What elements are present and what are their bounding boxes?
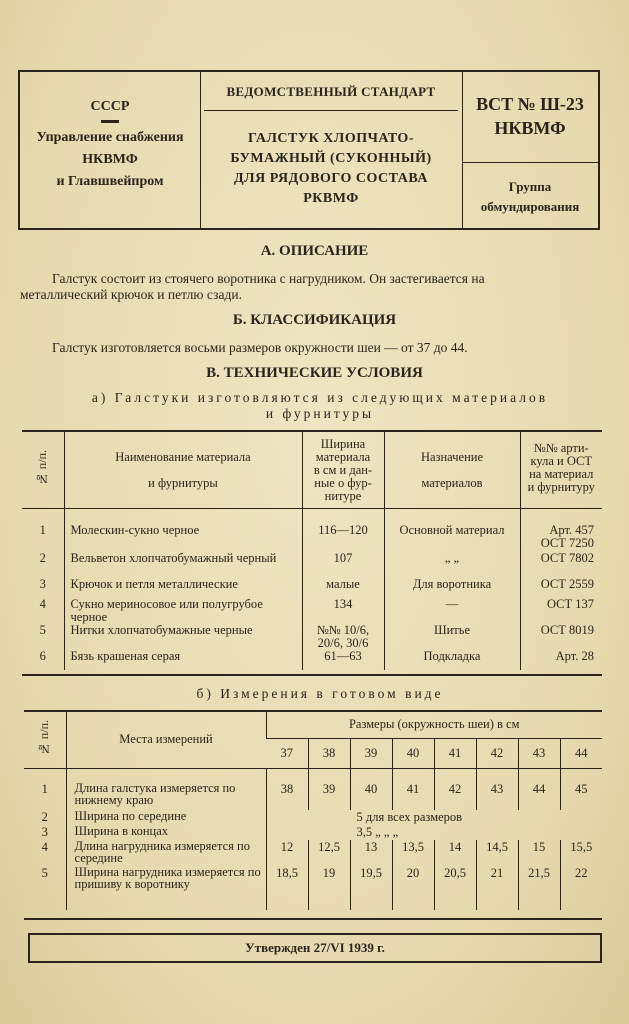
cell-size-span: 5 для всех размеров — [266, 810, 602, 825]
col-header-size: 43 — [518, 738, 560, 768]
col-header-width — [302, 432, 384, 508]
subsection-a-line-1: а) Галстуки изготовляются из следующих материалов — [91, 390, 549, 405]
cell-size-value: 12,5 — [308, 840, 350, 866]
cell-size-value: 15 — [518, 840, 560, 866]
group-line: обмундирования — [480, 199, 580, 214]
section-a-text-1: Галстук состоит из стоячего воротника с нагрудником. Он застегивается на — [52, 271, 485, 286]
measurements-table — [24, 712, 602, 910]
table-row — [24, 866, 602, 910]
cell-material: Сукно мериносовое или полугрубое черное — [64, 598, 302, 624]
divider-dash — [101, 120, 119, 123]
standard-code-block — [462, 72, 598, 228]
table-row — [24, 840, 602, 866]
header-text: кула и ОСТ — [530, 454, 592, 468]
cell-size-value: 20,5 — [434, 866, 476, 910]
cell-size-value: 14,5 — [476, 840, 518, 866]
col-header-size: 38 — [308, 738, 350, 768]
cell-num: 2 — [41, 810, 48, 824]
product-title-line: БУМАЖНЫЙ (СУКОННЫЙ) — [230, 151, 432, 166]
header-text: и фурнитуру — [527, 480, 595, 494]
header-text: ные о фур- — [314, 476, 372, 490]
cell-place: Ширина по середине — [66, 810, 266, 825]
cell-material: Нитки хлопчатобумажные черные — [64, 624, 302, 650]
product-title-line: ГАЛСТУК ХЛОПЧАТО- — [248, 131, 414, 146]
product-title — [200, 129, 462, 209]
cell-size-value: 19,5 — [350, 866, 392, 910]
table-row — [22, 598, 602, 624]
subsection-a-line-2: и фурнитуры — [265, 406, 375, 421]
section-b-text: Галстук изготовляется восьми размеров окружности шеи — от 37 до 44. — [52, 340, 468, 355]
cell-purpose: — — [384, 598, 520, 624]
col-header-size: 42 — [476, 738, 518, 768]
standard-title-block — [200, 72, 463, 228]
cell-material: Молескин-сукно черное — [64, 524, 302, 552]
cell-size-value: 20 — [392, 866, 434, 910]
col-header-sizes: Размеры (окружность шеи) в см — [266, 712, 602, 738]
cell-place: Длина галстука измеряется по нижнему краю — [66, 782, 266, 810]
cell-size-value: 42 — [434, 782, 476, 810]
table-header-row — [24, 712, 602, 738]
cell-size-value: 19 — [308, 866, 350, 910]
table-row — [24, 810, 602, 825]
issuer-line-3: НКВМФ — [82, 152, 138, 167]
cell-size-value: 43 — [476, 782, 518, 810]
standard-header — [18, 70, 600, 230]
col-header-article — [520, 432, 602, 508]
cell-size-value: 12 — [266, 840, 308, 866]
code-line: НКВМФ — [494, 118, 566, 138]
cell-size-value: 38 — [266, 782, 308, 810]
product-title-line: ДЛЯ РЯДОВОГО СОСТАВА — [234, 171, 428, 186]
table-row — [22, 524, 602, 552]
cell-purpose: „ „ — [384, 552, 520, 578]
group-line: Группа — [508, 179, 552, 194]
cell-size-value: 21,5 — [518, 866, 560, 910]
group-label — [462, 177, 598, 217]
col-header-name — [64, 432, 302, 508]
cell-num: 1 — [41, 782, 48, 796]
header-text: Наименование материала — [115, 449, 251, 464]
cell-width: 116—120 — [302, 524, 384, 552]
cell-purpose: Основной материал — [384, 524, 520, 552]
section-c-title: В. ТЕХНИЧЕСКИЕ УСЛОВИЯ — [206, 365, 423, 381]
cell-size-value: 41 — [392, 782, 434, 810]
cell-num: 4 — [41, 840, 48, 854]
cell-width: 107 — [302, 552, 384, 578]
col-header-purpose — [384, 432, 520, 508]
cell-purpose: Шитье — [384, 624, 520, 650]
col-header-num: № п/п. — [35, 449, 50, 486]
issuer-line-4: и Главшвейпром — [56, 174, 164, 189]
cell-size-value: 21 — [476, 866, 518, 910]
cell-size-value: 13 — [350, 840, 392, 866]
approval-footer: Утвержден 27/VI 1939 г. — [28, 933, 602, 963]
cell-width: малые — [302, 578, 384, 598]
header-text: на материал — [529, 467, 594, 481]
col-header-size: 40 — [392, 738, 434, 768]
cell-num: 1 — [39, 523, 46, 537]
header-text: №№ арти- — [533, 441, 589, 455]
cell-num: 4 — [39, 597, 46, 611]
cell-size-value: 18,5 — [266, 866, 308, 910]
header-text: материала — [315, 450, 371, 464]
col-header-size: 39 — [350, 738, 392, 768]
materials-table — [22, 432, 602, 670]
cell-article: Арт. 457 ОСТ 7250 — [520, 524, 602, 552]
header-text: Ширина — [320, 437, 366, 451]
table-header-row — [22, 432, 602, 508]
section-b-title: Б. КЛАССИФИКАЦИЯ — [232, 312, 397, 328]
col-header-size: 41 — [434, 738, 476, 768]
cell-size-span: 3,5 „ „ „ — [266, 825, 602, 840]
cell-purpose: Подкладка — [384, 650, 520, 670]
col-header-num: № п/п. — [37, 719, 52, 756]
cell-size-value: 39 — [308, 782, 350, 810]
cell-num: 6 — [39, 649, 46, 663]
section-a-title: А. ОПИСАНИЕ — [260, 243, 369, 259]
cell-width: 61—63 — [302, 650, 384, 670]
cell-width: №№ 10/6, 20/6, 30/6 — [302, 624, 384, 650]
cell-size-value: 13,5 — [392, 840, 434, 866]
cell-article: Арт. 28 — [520, 650, 602, 670]
table-row — [22, 650, 602, 670]
table-row — [22, 552, 602, 578]
standard-type: ВЕДОМСТВЕННЫЙ СТАНДАРТ — [226, 84, 436, 99]
table-row — [24, 825, 602, 840]
cell-size-value: 44 — [518, 782, 560, 810]
table-row — [22, 624, 602, 650]
header-text: материалов — [421, 475, 483, 490]
col-header-size: 44 — [560, 738, 602, 768]
cell-num: 3 — [39, 577, 46, 591]
issuer-line-2: Управление снабжения — [36, 130, 184, 145]
cell-num: 3 — [41, 825, 48, 839]
issuer-block — [20, 72, 201, 228]
cell-material: Бязь крашеная серая — [64, 650, 302, 670]
cell-material: Крючок и петля металлические — [64, 578, 302, 598]
cell-place: Ширина нагрудника измеряется по пришиву к воротнику — [66, 866, 266, 910]
cell-size-value: 14 — [434, 840, 476, 866]
section-a-text-2: металлический крючок и петлю сзади. — [20, 287, 242, 302]
cell-size-value: 45 — [560, 782, 602, 810]
standard-code — [462, 92, 598, 140]
subsection-b-title: б) Измерения в готовом виде — [196, 686, 444, 701]
cell-width: 134 — [302, 598, 384, 624]
header-text: и фурнитуры — [148, 475, 218, 490]
product-title-line: РКВМФ — [303, 191, 359, 206]
cell-size-value: 15,5 — [560, 840, 602, 866]
table-row — [24, 782, 602, 810]
cell-purpose: Для воротника — [384, 578, 520, 598]
header-text: Назначение — [420, 449, 483, 464]
cell-num: 2 — [39, 551, 46, 565]
header-text: нитуре — [324, 489, 362, 503]
cell-article: ОСТ 137 — [520, 598, 602, 624]
cell-material: Вельветон хлопчатобумажный черный — [64, 552, 302, 578]
cell-place: Ширина в концах — [66, 825, 266, 840]
header-text: в см и дан- — [313, 463, 373, 477]
cell-size-value: 40 — [350, 782, 392, 810]
cell-article: ОСТ 2559 — [520, 578, 602, 598]
cell-place: Длина нагрудника измеряется по середине — [66, 840, 266, 866]
issuer-line-1: СССР — [90, 99, 130, 114]
cell-article: ОСТ 7802 — [520, 552, 602, 578]
table-row — [22, 578, 602, 598]
cell-num: 5 — [39, 623, 46, 637]
col-header-size: 37 — [266, 738, 308, 768]
cell-article: ОСТ 8019 — [520, 624, 602, 650]
code-line: ВСТ № Ш-23 — [476, 94, 584, 114]
cell-size-value: 22 — [560, 866, 602, 910]
cell-num: 5 — [41, 866, 48, 880]
col-header-place: Места измерений — [66, 712, 266, 768]
